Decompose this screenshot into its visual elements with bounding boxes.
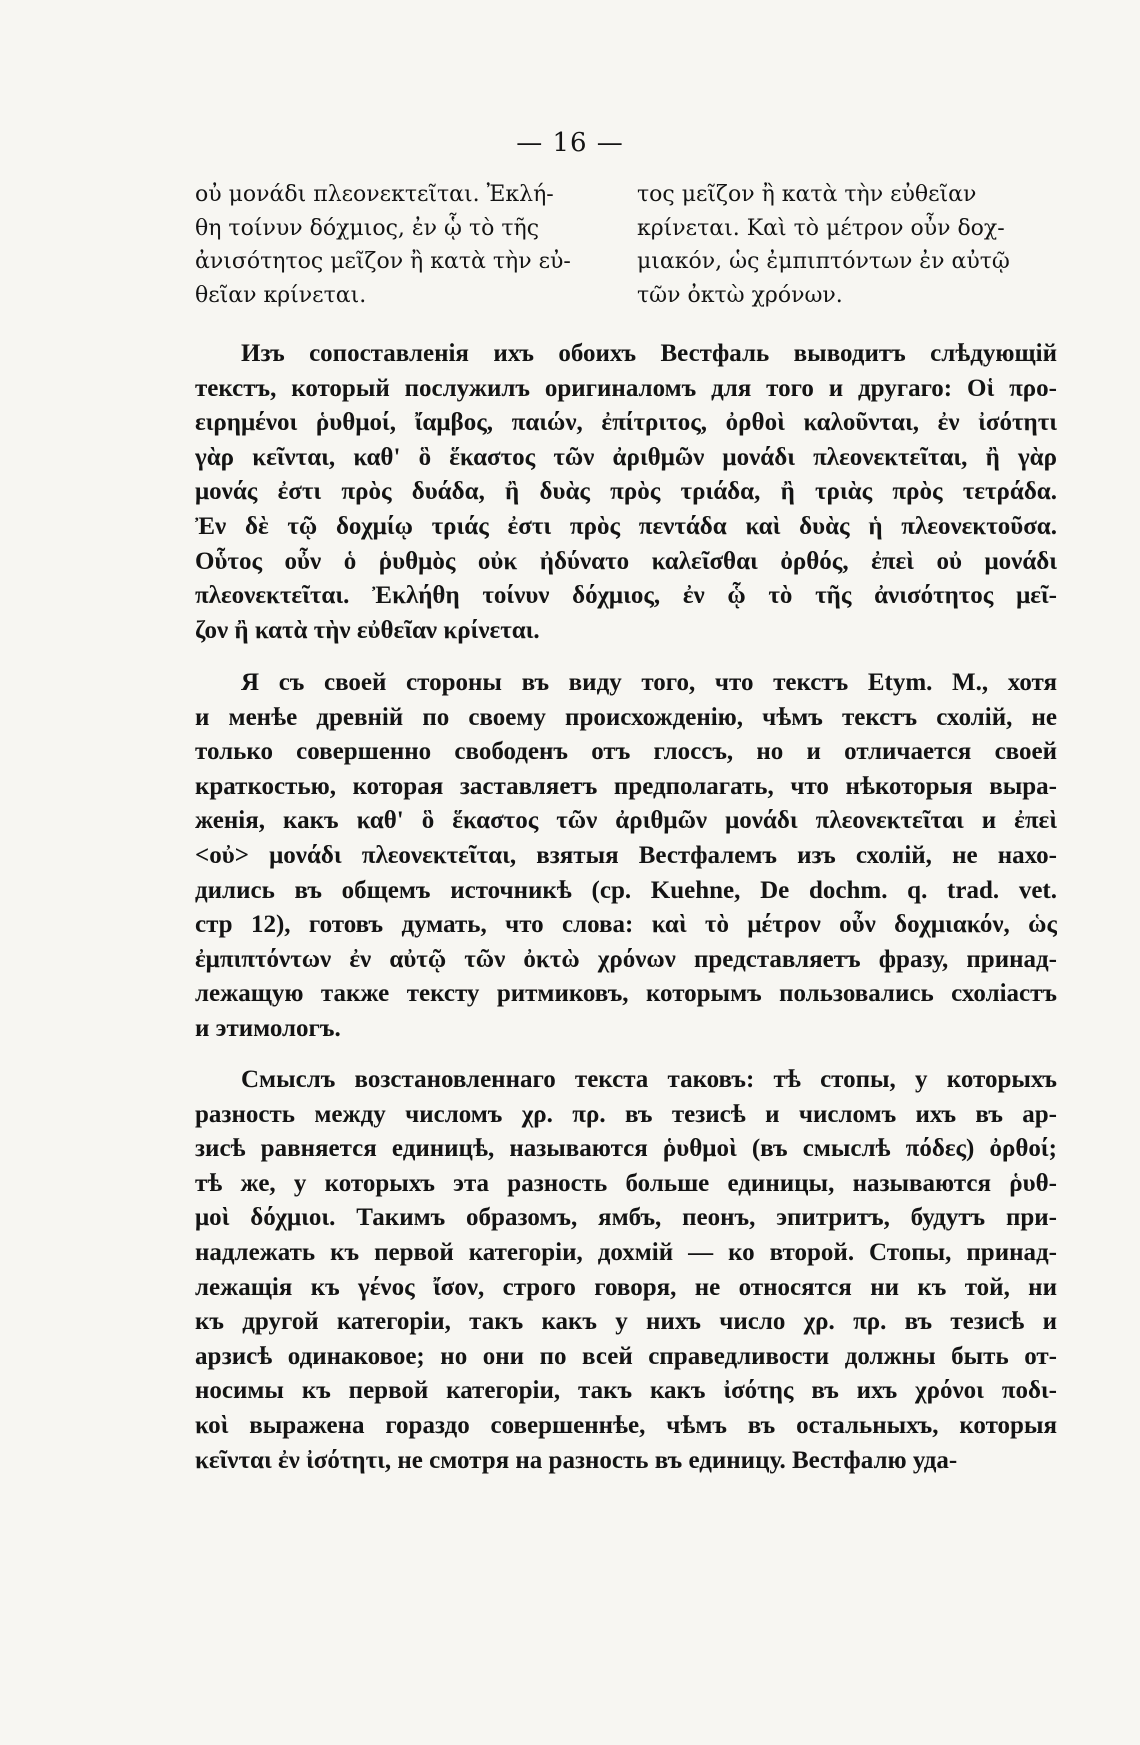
text-line: тѣ же, у которыхъ эта разность больше единицы, называются ῥυθ- — [195, 1169, 1057, 1197]
text-line: κοὶ выражена гораздо совершеннѣе, чѣмъ въ остальныхъ, которыя — [195, 1411, 1057, 1439]
text-line: <οὐ> μονάδι πλεονεκτεῖται, взятыя Вестфалемъ изъ схолій, не нахо- — [195, 841, 1057, 869]
text-line: къ другой категоріи, такъ какъ у нихъ число χρ. πρ. въ тезисѣ и — [195, 1308, 1057, 1336]
text-line: Я съ своей стороны въ виду того, что текстъ Etym. M., хотя — [241, 669, 1057, 696]
verse-line: θη τοίνυν δόχμιος, ἐν ᾧ τὸ τῆς — [195, 215, 540, 241]
verse-line: τος μεῖζον ἢ κατὰ τὴν εὐθεῖαν — [637, 182, 977, 207]
text-line: лежащую также тексту ритмиковъ, которымъ пользовались схоліастъ — [195, 980, 1057, 1008]
text-line: надлежать къ первой категоріи, дохмій — ко второй. Стопы, принад- — [195, 1238, 1057, 1266]
text-line: только совершенно свободенъ отъ глоссъ, но и отличается своей — [195, 738, 1057, 766]
verse-line: τῶν ὀκτὼ χρόνων. — [637, 282, 843, 308]
paragraph — [195, 1063, 1057, 1478]
text-line: Изъ сопоставленія ихъ обоихъ Вестфаль выводитъ слѣдующій — [241, 340, 1057, 367]
text-line: текстъ, который послужилъ оригиналомъ для того и другаго: Οἱ προ- — [195, 374, 1057, 402]
verse-line: κρίνεται. Καὶ τὸ μέτρον οὖν δοχ- — [637, 215, 1005, 241]
page-number: — 16 — — [516, 128, 624, 158]
text-line: Ἐν δὲ τῷ δοχμίῳ τριάς ἐστι πρὸς πεντάδα καὶ δυὰς ἡ πλεονεκτοῦσα. — [195, 512, 1057, 540]
text-line: носимы къ первой категоріи, такъ какъ ἰσότης въ ихъ χρόνοι ποδι- — [195, 1377, 1057, 1405]
verse-left-column — [195, 178, 613, 312]
text-line: μοὶ δόχμιοι. Такимъ образомъ, ямбъ, пеонъ, эпитритъ, будутъ при- — [195, 1204, 1057, 1232]
text-line: ειρημένοι ῥυθμοί, ἴαμβος, παιών, ἐπίτριτος, ὀρθοὶ καλοῦνται, ἐν ἰσότητι — [195, 409, 1057, 437]
text-line: и менѣе древній по своему происхожденію, чѣмъ текстъ схолій, не — [195, 703, 1057, 731]
text-line: Οὗτος οὖν ὁ ῥυθμὸς οὐκ ἠδύνατο καλεῖσθαι ὀρθός, ἐπεὶ οὐ μονάδι — [195, 547, 1057, 575]
verse-line: θεῖαν κρίνεται. — [195, 282, 367, 308]
text-line: арзисѣ одинаковое; но они по всей справедливости должны быть от- — [195, 1342, 1057, 1370]
verse-line: ἀνισότητος μεῖζον ἢ κατὰ τὴν εὐ- — [195, 249, 571, 274]
text-line: стр 12), готовъ думать, что слова: καὶ τὸ μέτρον οὖν δοχμιακόν, ὡς — [195, 911, 1057, 939]
verse-line: μιακόν, ὡς ἐμπιπτόντων ἐν αὐτῷ — [637, 249, 1010, 274]
text-line: κεῖνται ἐν ἰσότητι, не смотря на разность въ единицу. Вестфалю уда- — [195, 1446, 958, 1474]
text-line: лежащія къ γένος ἴσον, строго говоря, не относятся ни къ той, ни — [195, 1273, 1057, 1301]
text-line: краткостью, которая заставляетъ предполагать, что нѣкоторыя выра- — [195, 772, 1057, 800]
text-line: μονάς ἐστι πρὸς δυάδα, ἢ δυὰς πρὸς τριάδα, ἢ τριὰς πρὸς τετράδα. — [195, 478, 1057, 506]
text-line: πλεονεκτεῖται. Ἐκλήθη τοίνυν δόχμιος, ἐν ᾧ τὸ τῆς ἀνισότητος μεῖ- — [195, 582, 1057, 610]
text-line: Смыслъ возстановленнаго текста таковъ: тѣ стопы, у которыхъ — [241, 1066, 1057, 1093]
text-line: разность между числомъ χρ. πρ. въ тезисѣ и числомъ ихъ въ ар- — [195, 1100, 1057, 1128]
text-line: ζον ἢ κατὰ τὴν εὐθεῖαν κρίνεται. — [195, 616, 540, 644]
verse-right-column — [637, 178, 1055, 312]
greek-verse-columns — [195, 178, 1055, 312]
text-line: женія, какъ καθ' ὃ ἕκαστος τῶν ἀριθμῶν μονάδι πλεονεκτεῖται и ἐπεὶ — [195, 807, 1057, 835]
text-line: дились въ общемъ источникѣ (ср. Kuehne, De dochm. q. trad. vet. — [195, 876, 1057, 904]
verse-line: οὐ μονάδι πλεονεκτεῖται. Ἐκλή- — [195, 182, 554, 207]
paragraph — [195, 666, 1057, 1047]
text-line: γὰρ κεῖνται, καθ' ὃ ἕκαστος τῶν ἀριθμῶν μονάδι πλεονεκτεῖται, ἢ γὰρ — [195, 443, 1057, 471]
paragraph — [195, 337, 1057, 648]
text-line: зисѣ равняется единицѣ, называются ῥυθμοὶ (въ смыслѣ πόδες) ὀρθοί; — [195, 1135, 1057, 1163]
text-line: и этимологъ. — [195, 1014, 341, 1042]
text-line: ἐμπιπτόντων ἐν αὐτῷ τῶν ὀκτὼ χρόνων представляетъ фразу, принад- — [195, 945, 1057, 973]
